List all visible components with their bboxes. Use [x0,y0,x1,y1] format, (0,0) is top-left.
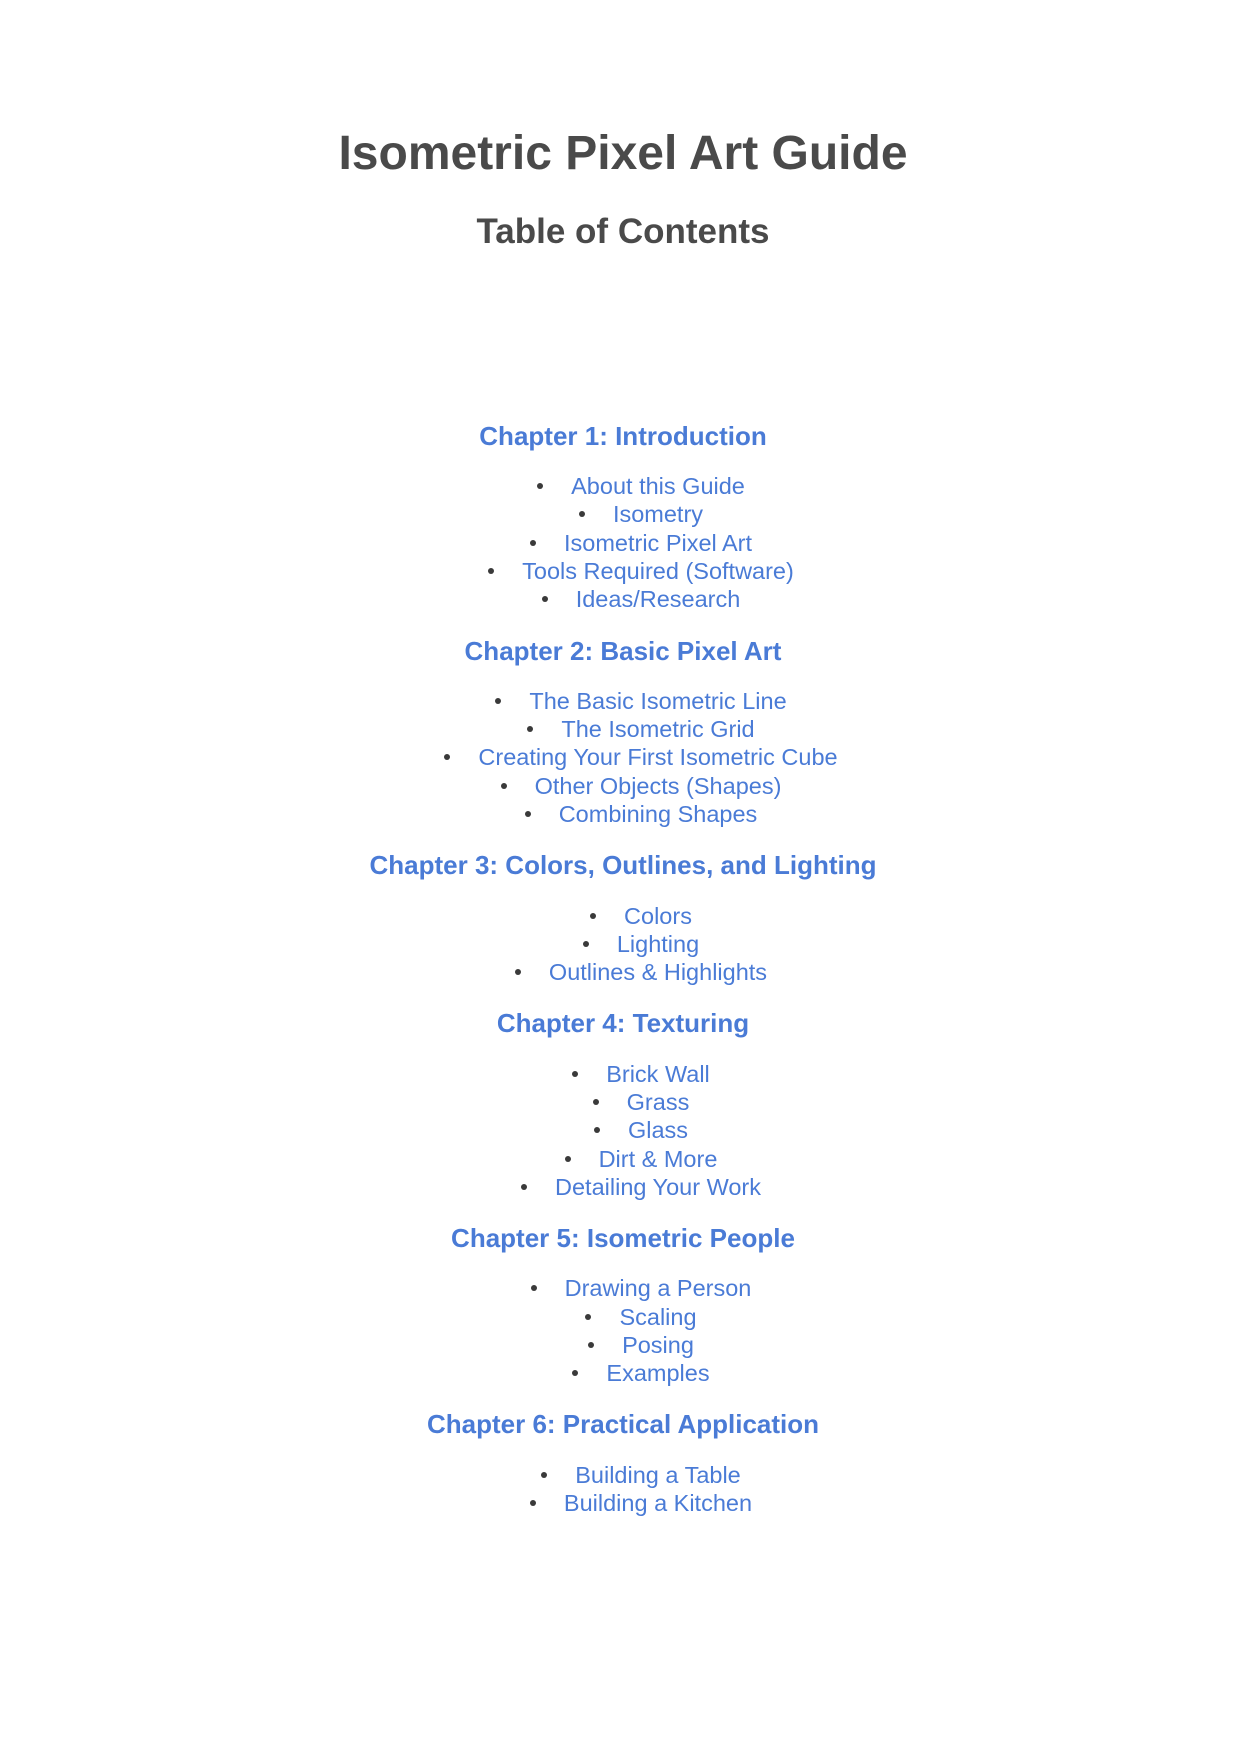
bullet-icon [593,1099,599,1105]
toc-list-item [0,1060,1246,1088]
chapter-heading-link[interactable]: Chapter 3: Colors, Outlines, and Lighting [369,850,877,881]
toc-list-item [0,1116,1246,1144]
toc-item-link[interactable]: Ideas/Research [575,586,741,613]
chapter-item-list [0,902,1246,987]
toc-list-item [0,1274,1246,1302]
toc-entry [549,958,767,986]
toc-list-item [0,800,1246,828]
chapter-item-list [0,1060,1246,1201]
toc-list-item [0,1331,1246,1359]
chapter-heading-link[interactable]: Chapter 1: Introduction [479,421,767,451]
bullet-icon [583,941,589,947]
bullet-icon [542,596,548,602]
chapter-section [0,1223,1246,1387]
toc-list-item [0,958,1246,986]
toc-entry [628,1116,688,1144]
toc-list-item [0,1359,1246,1387]
toc-entry [619,1303,696,1331]
toc-item-link[interactable]: The Isometric Grid [561,716,755,743]
toc-entry [564,1489,752,1517]
toc-entry [599,1145,718,1173]
toc-list-item [0,902,1246,930]
toc-list-item [0,1145,1246,1173]
chapter-heading-link[interactable]: Chapter 5: Isometric People [451,1223,795,1254]
toc-item-link[interactable]: Lighting [616,930,700,957]
bullet-icon [590,913,596,919]
toc-entry [576,585,741,613]
toc-list-item [0,743,1246,771]
toc-item-link[interactable]: Outlines & Highlights [548,959,768,986]
chapter-heading-link[interactable]: Chapter 6: Practical Application [426,1409,820,1440]
toc-list-item [0,772,1246,800]
toc-item-link[interactable]: Combining Shapes [558,801,758,828]
bullet-icon [495,698,501,704]
bullet-icon [527,726,533,732]
toc-list-item [0,1088,1246,1116]
chapter-item-list [0,687,1246,828]
toc-entry [555,1173,761,1201]
bullet-icon [530,540,536,546]
toc-entry [564,529,752,557]
bullet-icon [515,969,521,975]
toc-item-link[interactable]: Dirt & More [598,1145,718,1172]
bullet-icon [588,1342,594,1348]
toc-entry [571,472,745,500]
toc-entry [624,902,692,930]
toc-item-link[interactable]: Grass [626,1088,690,1115]
toc-item-link[interactable]: Building a Kitchen [563,1489,753,1516]
toc-entry [606,1359,709,1387]
chapter-heading-link[interactable]: Chapter 4: Texturing [496,1008,750,1039]
chapter-section [0,850,1246,986]
toc-entry [478,743,837,771]
bullet-icon [488,568,494,574]
toc-entry [617,930,699,958]
toc-item-link[interactable]: Scaling [619,1303,697,1330]
toc-entry [561,715,754,743]
toc-entry [613,500,703,528]
chapter-item-list [0,1461,1246,1518]
toc-entry [606,1060,710,1088]
toc-entry [535,772,782,800]
bullet-icon [444,754,450,760]
toc-list-item [0,472,1246,500]
toc-entry [522,557,794,585]
toc-item-link[interactable]: Colors [624,902,692,929]
toc-item-link[interactable]: Creating Your First Isometric Cube [478,744,838,771]
toc-entry [622,1331,694,1359]
bullet-icon [501,783,507,789]
bullet-icon [565,1156,571,1162]
bullet-icon [531,1285,537,1291]
toc-item-link[interactable]: The Basic Isometric Line [529,687,787,714]
chapter-item-list [0,472,1246,613]
bullet-icon [530,1500,536,1506]
bullet-icon [537,483,543,489]
toc-list-item [0,529,1246,557]
toc-list-item [0,1461,1246,1489]
bullet-icon [521,1184,527,1190]
table-of-contents-heading: Table of Contents [476,212,770,251]
table-of-contents [0,421,1246,1539]
toc-list-item [0,1173,1246,1201]
bullet-icon [572,1071,578,1077]
chapter-item-list [0,1274,1246,1387]
toc-list-item [0,930,1246,958]
bullet-icon [585,1314,591,1320]
toc-item-link[interactable]: Detailing Your Work [555,1173,761,1200]
toc-item-link[interactable]: Building a Table [575,1461,741,1488]
toc-list-item [0,500,1246,528]
bullet-icon [594,1127,600,1133]
bullet-icon [572,1370,578,1376]
chapter-section [0,421,1246,614]
toc-item-link[interactable]: Brick Wall [606,1060,710,1087]
toc-entry [559,800,758,828]
toc-item-link[interactable]: About this Guide [571,473,745,500]
toc-list-item [0,687,1246,715]
toc-list-item [0,715,1246,743]
bullet-icon [579,511,585,517]
bullet-icon [541,1472,547,1478]
toc-list-item [0,1489,1246,1517]
toc-entry [575,1461,741,1489]
toc-item-link[interactable]: Drawing a Person [564,1275,752,1302]
toc-item-link[interactable]: Examples [606,1360,710,1387]
toc-item-link[interactable]: Tools Required (Software) [522,558,794,585]
toc-item-link[interactable]: Posing [622,1331,694,1358]
document-title: Isometric Pixel Art Guide [338,127,908,180]
chapter-section [0,636,1246,829]
toc-list-item [0,585,1246,613]
toc-item-link[interactable]: Other Objects (Shapes) [534,772,782,799]
bullet-icon [525,811,531,817]
toc-entry [627,1088,690,1116]
toc-item-link[interactable]: Isometry [612,501,704,528]
chapter-heading-link[interactable]: Chapter 2: Basic Pixel Art [464,635,782,666]
toc-item-link[interactable]: Isometric Pixel Art [563,529,753,556]
toc-list-item [0,1303,1246,1331]
chapter-section [0,1409,1246,1517]
toc-list-item [0,557,1246,585]
toc-entry [529,687,786,715]
toc-item-link[interactable]: Glass [627,1117,689,1144]
toc-entry [565,1274,752,1302]
chapter-section [0,1008,1246,1201]
